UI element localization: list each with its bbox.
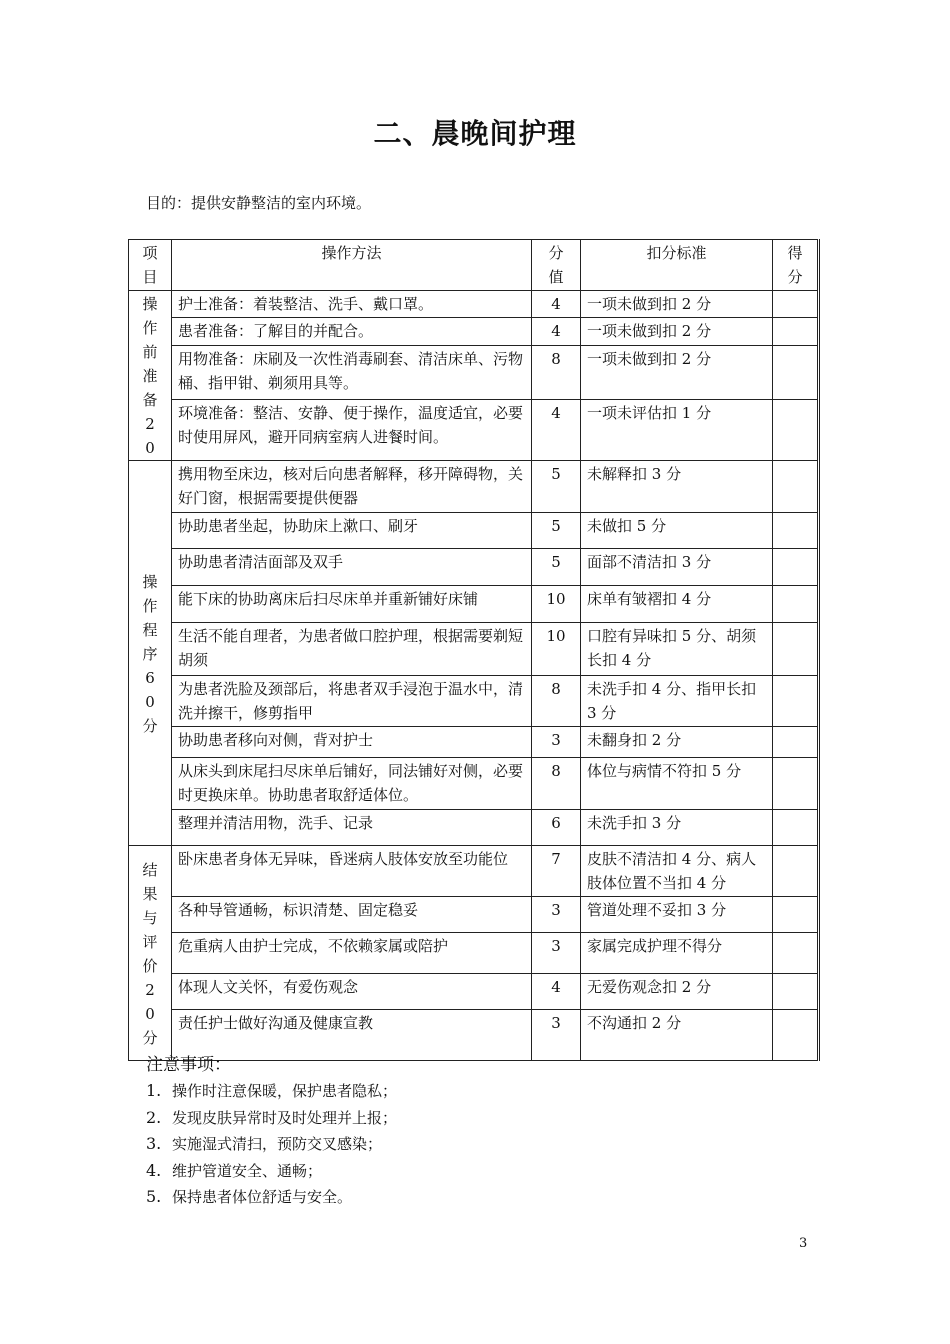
section-label-prep: 操作前准备20 [129,291,172,461]
points-cell: 5 [532,549,581,586]
table-row [129,399,819,460]
list-item: 1. 操作时注意保暖，保护患者隐私； [146,1081,398,1100]
deduction-cell: 未翻身扣 2 分 [581,727,773,758]
table-row [129,549,819,586]
method-cell: 患者准备：了解目的并配合。 [172,318,532,345]
table-row [129,974,819,1010]
points-cell: 3 [532,727,581,758]
points-cell: 10 [532,586,581,623]
score-cell [773,846,819,897]
header-deduction: 扣分标准 [581,240,773,291]
method-cell: 携用物至床边，核对后向患者解释，移开障碍物，关好门窗，根据需要提供便器 [172,461,532,513]
points-cell: 8 [532,345,581,399]
table-row [129,933,819,974]
deduction-cell: 一项未做到扣 2 分 [581,345,773,399]
method-cell: 协助患者坐起，协助床上漱口、刷牙 [172,513,532,549]
deduction-cell: 未洗手扣 3 分 [581,810,773,846]
points-cell: 3 [532,897,581,933]
header-score: 得分 [773,240,819,291]
table-row [129,727,819,758]
table-row [129,758,819,810]
score-cell [773,1010,819,1061]
page-title: 二、晨晚间护理 [373,117,577,150]
score-cell [773,758,819,810]
list-item: 2. 发现皮肤异常时及时处理并上报； [146,1107,398,1127]
notes-title: 注意事项： [146,1055,231,1075]
deduction-cell: 不沟通扣 2 分 [581,1010,773,1061]
deduction-cell: 皮肤不清洁扣 4 分、病人肢体位置不当扣 4 分 [581,846,773,897]
method-cell: 能下床的协助离床后扫尽床单并重新铺好床铺 [172,586,532,623]
points-cell: 3 [532,1010,581,1061]
table-row [129,291,819,318]
score-cell [773,727,819,758]
table-row [129,846,819,897]
points-cell: 10 [532,623,581,676]
points-cell: 4 [532,399,581,460]
method-cell: 卧床患者身体无异味，昏迷病人肢体安放至功能位 [172,846,532,897]
table-row [129,623,819,676]
score-cell [773,461,819,513]
list-item: 5. 保持患者体位舒适与安全。 [146,1187,353,1206]
purpose-text: 目的：提供安静整洁的室内环境。 [146,194,372,212]
method-cell: 环境准备：整洁、安静、便于操作，温度适宜，必要时使用屏风，避开同病室病人进餐时间。 [172,399,532,460]
score-cell [773,399,819,460]
deduction-cell: 一项未做到扣 2 分 [581,291,773,318]
deduction-cell: 管道处理不妥扣 3 分 [581,897,773,933]
method-cell: 整理并清洁用物，洗手、记录 [172,810,532,846]
score-cell [773,676,819,727]
points-cell: 5 [532,461,581,513]
deduction-cell: 一项未评估扣 1 分 [581,399,773,460]
table-row [129,513,819,549]
scoring-table [128,239,820,1061]
method-cell: 协助患者移向对侧，背对护士 [172,727,532,758]
header-points: 分值 [532,240,581,291]
points-cell: 8 [532,758,581,810]
method-cell: 为患者洗脸及颈部后，将患者双手浸泡于温水中，清洗并擦干，修剪指甲 [172,676,532,727]
table-row [129,345,819,399]
table-row [129,586,819,623]
table-row [129,810,819,846]
score-cell [773,933,819,974]
deduction-cell: 一项未做到扣 2 分 [581,318,773,345]
deduction-cell: 体位与病情不符扣 5 分 [581,758,773,810]
method-cell: 各种导管通畅，标识清楚、固定稳妥 [172,897,532,933]
table-row [129,318,819,345]
points-cell: 6 [532,810,581,846]
list-item: 4. 维护管道安全、通畅； [146,1160,323,1180]
points-cell: 7 [532,846,581,897]
list-item: 3. 实施湿式清扫，预防交叉感染； [146,1134,383,1153]
method-cell: 护士准备：着装整洁、洗手、戴口罩。 [172,291,532,318]
score-cell [773,974,819,1010]
score-cell [773,318,819,345]
points-cell: 5 [532,513,581,549]
table-row [129,676,819,727]
deduction-cell: 未洗手扣 4 分、指甲长扣 3 分 [581,676,773,727]
method-cell: 生活不能自理者，为患者做口腔护理，根据需要剃短胡须 [172,623,532,676]
points-cell: 4 [532,291,581,318]
table-header-row [129,240,819,291]
points-cell: 8 [532,676,581,727]
deduction-cell: 面部不清洁扣 3 分 [581,549,773,586]
method-cell: 危重病人由护士完成，不依赖家属或陪护 [172,933,532,974]
method-cell: 从床头到床尾扫尽床单后铺好，同法铺好对侧，必要时更换床单。协助患者取舒适体位。 [172,758,532,810]
score-cell [773,291,819,318]
table-row [129,461,819,513]
header-method: 操作方法 [172,240,532,291]
deduction-cell: 床单有皱褶扣 4 分 [581,586,773,623]
score-cell [773,345,819,399]
page-number: 3 [799,1236,808,1251]
deduction-cell: 口腔有异味扣 5 分、胡须长扣 4 分 [581,623,773,676]
deduction-cell: 家属完成护理不得分 [581,933,773,974]
score-cell [773,549,819,586]
deduction-cell: 未做扣 5 分 [581,513,773,549]
notes-section [146,1052,397,1211]
points-cell: 3 [532,933,581,974]
points-cell: 4 [532,318,581,345]
method-cell: 协助患者清洁面部及双手 [172,549,532,586]
notes-list [146,1078,397,1211]
section-label-procedure: 操作程序60分 [129,461,172,846]
method-cell: 责任护士做好沟通及健康宣教 [172,1010,532,1061]
table-row [129,897,819,933]
method-cell: 用物准备：床刷及一次性消毒刷套、清洁床单、污物桶、指甲钳、剃须用具等。 [172,345,532,399]
deduction-cell: 未解释扣 3 分 [581,461,773,513]
method-cell: 体现人文关怀，有爱伤观念 [172,974,532,1010]
deduction-cell: 无爱伤观念扣 2 分 [581,974,773,1010]
points-cell: 4 [532,974,581,1010]
section-label-evaluation: 结果与评价20分 [129,846,172,1061]
score-cell [773,897,819,933]
score-cell [773,513,819,549]
score-cell [773,810,819,846]
header-item: 项目 [129,240,172,291]
score-cell [773,623,819,676]
score-cell [773,586,819,623]
